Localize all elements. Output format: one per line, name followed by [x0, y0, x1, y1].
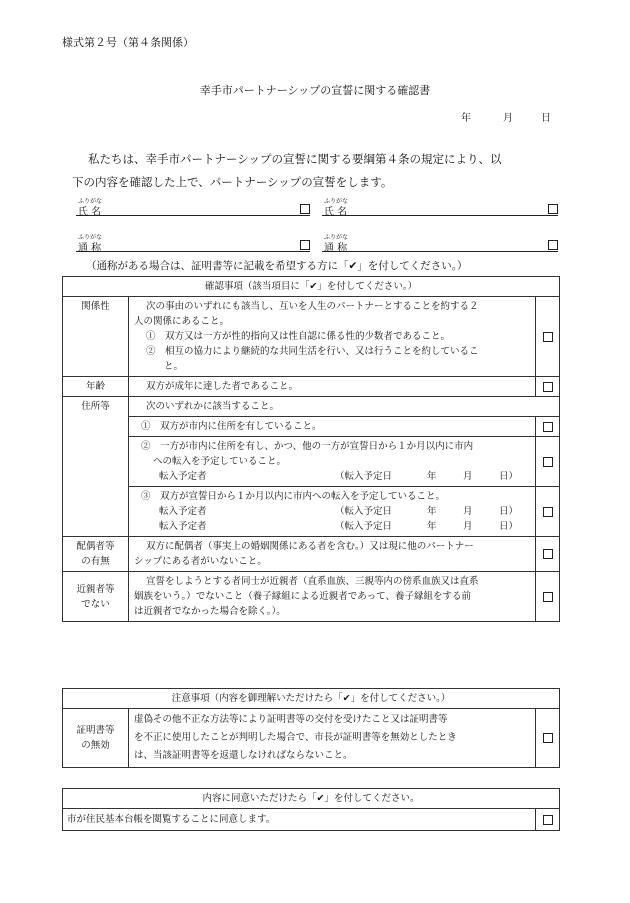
table-row — [63, 809, 560, 831]
date-day: 日 — [541, 113, 551, 124]
check-items-table — [62, 276, 560, 622]
table-row — [63, 297, 560, 377]
relatives-check-cell[interactable] — [536, 572, 560, 622]
furigana-label: ふりがな — [78, 198, 103, 205]
name-field-1[interactable] — [76, 203, 310, 216]
intro-line1: 私たちは、幸手市パートナーシップの宣誓に関する要綱第４条の規定により、以 — [88, 152, 502, 166]
address-option-3: ③ 双方が宣誓日から１か月以内に市内への転入を予定していること。 転入予定者 （転入予定日 年 月 日） 転入予定者 （転入予定日 年 月 日） — [129, 487, 536, 537]
caution-header: 注意事項（内容を御理解いただけたら「✔」を付してください。） — [63, 689, 560, 709]
table-row — [63, 397, 560, 417]
alias-field-1[interactable] — [76, 239, 310, 252]
check-items-header: 確認事項（該当項目に「✔」を付してください。） — [63, 277, 560, 297]
address-option-1: ① 双方が市内に住所を有していること。 — [129, 417, 536, 437]
checkbox-alias-1[interactable] — [300, 240, 310, 250]
table-row — [63, 709, 560, 768]
address-opt3-check-cell[interactable] — [536, 487, 560, 537]
invalid-label: 証明書等 の無効 — [63, 709, 129, 768]
checkbox-alias-2[interactable] — [548, 240, 558, 250]
relationship-text: 次の事由のいずれにも該当し、互いを人生のパートナーとすることを約する２ 人の関係にあること。 ① 双方又は一方が性的指向又は性自認に係る性的少数者であること。 ② 相互の協力により継続的な共同生活を行い、又は行うことを約しているこ と。 — [129, 297, 536, 377]
address-option-2: ② 一方が市内に住所を有し、かつ、他の一方が宣誓日から１か月以内に市内 への転入を予定していること。 転入予定者 （転入予定日 年 月 日） — [129, 437, 536, 487]
spouse-label: 配偶者等 の有無 — [63, 537, 129, 572]
checkbox-address-1[interactable] — [543, 422, 553, 432]
table-row — [63, 417, 560, 437]
consent-table — [62, 788, 560, 831]
address-intro: 次のいずれかに該当すること。 — [129, 397, 560, 417]
checkbox-caution[interactable] — [543, 733, 553, 743]
name-label: 氏 名 — [78, 207, 102, 218]
address-label: 住所等 — [63, 397, 129, 417]
table-row — [63, 487, 560, 537]
date-month: 月 — [503, 113, 513, 124]
page-title: 幸手市パートナーシップの宣誓に関する確認書 — [199, 84, 431, 97]
checkbox-age[interactable] — [543, 382, 553, 392]
checkbox-relatives[interactable] — [543, 592, 553, 602]
table-row — [63, 537, 560, 572]
caution-text: 虚偽その他不正な方法等により証明書等の交付を受けたこと又は証明書等 を不正に使用したことが判明した場合で、市長が証明書等を無効としたとき は、当該証明書等を返還しなければならないこと。 — [129, 709, 536, 768]
table-row — [63, 572, 560, 622]
address-opt1-check-cell[interactable] — [536, 417, 560, 437]
checkbox-name-1[interactable] — [300, 204, 310, 214]
checkbox-relationship[interactable] — [543, 332, 553, 342]
age-text: 双方が成年に達した者であること。 — [129, 377, 536, 397]
checkbox-name-2[interactable] — [548, 204, 558, 214]
name-field-2[interactable] — [322, 203, 558, 216]
furigana-label: ふりがな — [324, 198, 349, 205]
mover-row: 転入予定者 （転入予定日 年 月 日） — [159, 521, 519, 532]
spouse-check-cell[interactable] — [536, 537, 560, 572]
checkbox-address-2[interactable] — [543, 457, 553, 467]
caution-table — [62, 688, 560, 768]
age-label: 年齢 — [63, 377, 129, 397]
relationship-check-cell[interactable] — [536, 297, 560, 377]
form-number: 様式第２号（第４条関係） — [62, 36, 194, 49]
address-opt2-check-cell[interactable] — [536, 437, 560, 487]
mover-row: 転入予定者 （転入予定日 年 月 日） — [159, 506, 519, 517]
consent-header: 内容に同意いただけたら「✔」を付してください。 — [63, 789, 560, 809]
relatives-label: 近親者等 でない — [63, 572, 129, 622]
checkbox-spouse[interactable] — [543, 549, 553, 559]
spouse-text: 双方に配偶者（事実上の婚姻関係にある者を含む。）又は現に他のパートナー シップにある者がいないこと。 — [129, 537, 536, 572]
furigana-label: ふりがな — [324, 234, 349, 241]
alias-label: 通 称 — [78, 243, 102, 254]
table-row — [63, 437, 560, 487]
consent-text: 市が住民基本台帳を閲覧することに同意します。 — [63, 809, 536, 831]
checkbox-address-3[interactable] — [543, 507, 553, 517]
date-year: 年 — [461, 113, 471, 124]
name-label: 氏 名 — [324, 207, 348, 218]
checkbox-consent[interactable] — [543, 815, 553, 825]
alias-note: （通称がある場合は、証明書等に記載を希望する方に「✔」を付してください。） — [86, 260, 468, 272]
caution-check-cell[interactable] — [536, 709, 560, 768]
table-row — [63, 377, 560, 397]
relationship-label: 関係性 — [63, 297, 129, 377]
mover-row: 転入予定者 （転入予定日 年 月 日） — [159, 471, 519, 482]
furigana-label: ふりがな — [78, 234, 103, 241]
intro-line2: 下の内容を確認した上で、パートナーシップの宣誓をします。 — [72, 175, 393, 189]
relatives-text: 宣誓をしようとする者同士が近親者（直系血族、三親等内の傍系血族又は直系 姻族をいう。）でないこと（養子縁組による近親者であって、養子縁組をする前 は近親者でなかった場合を除く。）。 — [129, 572, 536, 622]
consent-check-cell[interactable] — [536, 809, 560, 831]
alias-label: 通 称 — [324, 243, 348, 254]
alias-field-2[interactable] — [322, 239, 558, 252]
age-check-cell[interactable] — [536, 377, 560, 397]
